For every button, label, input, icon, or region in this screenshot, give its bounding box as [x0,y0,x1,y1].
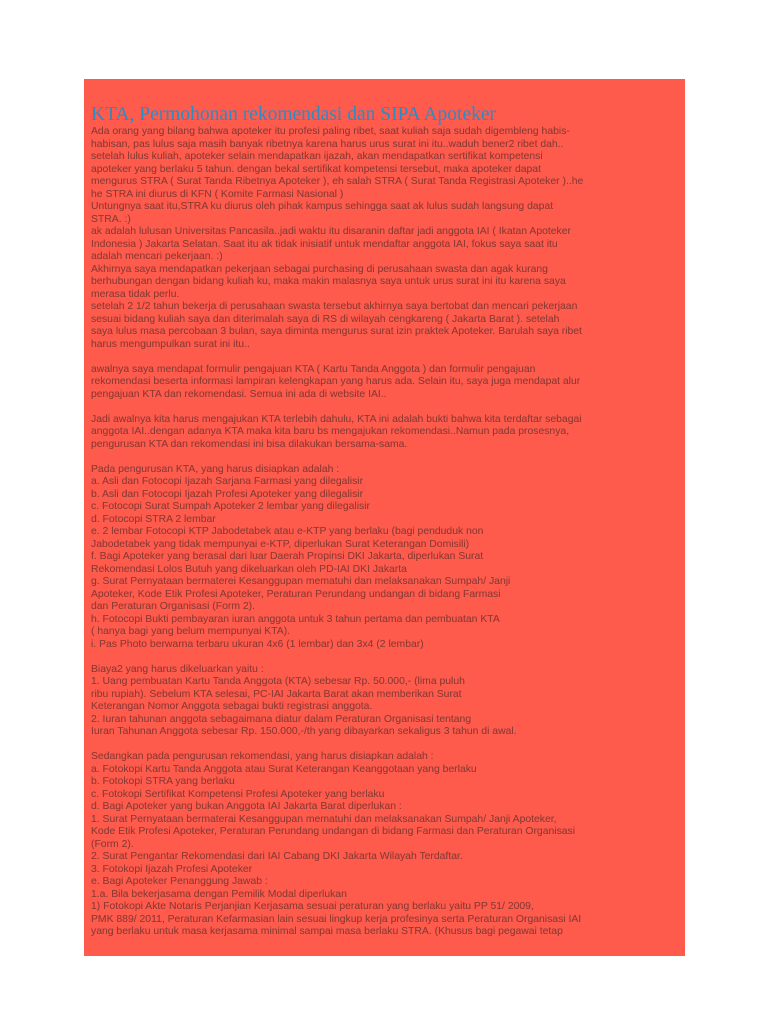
body-line: 1.a. Bila bekerjasama dengan Pemilik Modal diperlukan [91,888,347,900]
body-line: Rekomendasi Lolos Butuh yang dikeluarkan oleh PD-IAI DKI Jakarta [91,563,407,575]
body-line: b. Asli dan Fotocopi Ijazah Profesi Apoteker yang dilegalisir [91,488,364,500]
body-line: 1. Surat Pernyataan bermaterai Kesanggupan mematuhi dan melaksanakan Sumpah/ Janji Apoteker, [91,813,557,825]
body-line: PMK 889/ 2011, Peraturan Kefarmasian lain sesuai lingkup kerja profesinya serta Peraturan Organisasi IAI [91,913,582,925]
body-line [91,651,681,664]
body-line: 2. Iuran tahunan anggota sebagaimana diatur dalam Peraturan Organisasi tentang [91,713,472,725]
body-line: Pada pengurusan KTA, yang harus disiapkan adalah : [91,463,340,475]
body-line: Kode Etik Profesi Apoteker, Peraturan Perundang undangan di bidang Farmasi dan Peraturan Organisasi [91,826,576,837]
document-page [84,79,685,956]
body-line: Biaya2 yang harus dikeluarkan yaitu : [91,663,264,675]
body-line: g. Surat Pernyataan bermaterei Kesanggupan mematuhi dan melaksanakan Sumpah/ Janji [91,576,511,587]
body-line [91,401,681,414]
body-line: c. Fotokopi Sertifikat Kompetensi Profesi Apoteker yang berlaku [91,788,385,800]
body-line: ( hanya bagi yang belum mempunyai KTA). [91,626,291,637]
body-line [91,451,681,464]
body-line: Keterangan Nomor Anggota sebagai bukti registrasi anggota. [91,701,373,712]
body-line: Ada orang yang bilang bahwa apoteker itu profesi paling ribet, saat kuliah saja sudah digembleng habis- [91,126,570,137]
body-line: Untungnya saat itu,STRA ku diurus oleh pihak kampus sehingga saat ak lulus sudah langsung dapat [91,201,554,212]
body-line: merasa tidak perlu. [91,288,180,300]
body-line: c. Fotocopi Surat Sumpah Apoteker 2 lembar yang dilegalisir [91,501,370,512]
body-line: Indonesia ) Jakarta Selatan. Saat itu ak tidak inisiatif untuk mendaftar anggota IAI, fokus saya saat itu [91,238,558,250]
body-line: rekomendasi beserta informasi lampiran kelengkapan yang harus ada. Selain itu, saya juga mendapat alur [91,376,581,387]
document-title: KTA, Permohonan rekomendasi dan SIPA Apoteker [91,104,496,125]
body-line: 1) Fotokopi Akte Notaris Perjanjian Kerjasama sesuai peraturan yang berlaku yaitu PP 51/ 2009, [91,901,534,912]
body-line: apoteker yang berlaku 5 tahun. dengan bekal sertifikat kompetensi tersebut, maka apoteker dapat [91,163,541,175]
body-line: Sedangkan pada pengurusan rekomendasi, yang harus disiapkan adalah : [91,751,434,762]
body-line: h. Fotocopi Bukti pembayaran iuran anggota untuk 3 tahun pertama dan pembuatan KTA [91,613,500,625]
body-line: dan Peraturan Organisasi (Form 2). [91,601,256,612]
body-line: pengurusan KTA dan rekomendasi ini bisa dilakukan bersama-sama. [91,438,408,450]
body-line [91,351,681,364]
body-line: Jadi awalnya kita harus mengajukan KTA terlebih dahulu, KTA ini adalah bukti bahwa kita terdaftar sebagai [91,413,582,425]
body-line: habisan, pas lulus saja masih banyak ribetnya karena harus urus surat ini itu..waduh bener2 ribet dah.. [91,138,564,150]
body-line: Apoteker, Kode Etik Profesi Apoteker, Peraturan Perundang undangan di bidang Farmasi [91,588,501,600]
body-line: Jabodetabek yang tidak mempunyai e-KTP, diperlukan Surat Keterangan Domisili) [91,538,470,550]
body-line: f. Bagi Apoteker yang berasal dari luar Daerah Propinsi DKI Jakarta, diperlukan Surat [91,551,484,562]
body-line: anggota IAI..dengan adanya KTA maka kita baru bs mengajukan rekomendasi..Namun pada prosesnya, [91,426,570,437]
body-line: mengurus STRA ( Surat Tanda Ribetnya Apoteker ), eh salah STRA ( Surat Tanda Registrasi Apoteker )..he [91,176,584,187]
body-line: e. 2 lembar Fotocopi KTP Jabodetabek atau e-KTP yang berlaku (bagi penduduk non [91,526,484,537]
body-line: setelah lulus kuliah, apoteker selain mendapatkan ijazah, akan mendapatkan sertifikat kompetensi [91,151,543,162]
body-line: ak adalah lulusan Universitas Pancasila..jadi waktu itu disaranin daftar jadi anggota IAI ( Ikatan Apoteker [91,226,571,237]
body-line: 2. Surat Pengantar Rekomendasi dari IAI Cabang DKI Jakarta Wilayah Terdaftar. [91,851,463,862]
body-line: 1. Uang pembuatan Kartu Tanda Anggota (KTA) sebesar Rp. 50.000,- (lima puluh [91,676,465,687]
body-line: he STRA ini diurus di KFN ( Komite Farmasi Nasional ) [91,188,344,200]
body-line: (Form 2). [91,838,134,850]
body-line: saya lulus masa percobaan 3 bulan, saya diminta mengurus surat izin praktek Apoteker. Barulah saya ribet [91,326,582,337]
body-line: berhubungan dengan bidang kuliah ku, maka makin malasnya saya untuk urus surat ini itu karena saya [91,276,566,287]
body-line: pengajuan KTA dan rekomendasi. Semua ini ada di website IAI.. [91,388,387,400]
body-line: d. Bagi Apoteker yang bukan Anggota IAI Jakarta Barat diperlukan : [91,801,402,812]
body-line: awalnya saya mendapat formulir pengajuan KTA ( Kartu Tanda Anggota ) dan formulir pengajuan [91,363,536,375]
body-line: sesuai bidang kuliah saya dan diterimalah saya di RS di wilayah cengkareng ( Jakarta Barat ). setelah [91,313,560,325]
body-line: a. Asli dan Fotocopi Ijazah Sarjana Farmasi yang dilegalisir [91,476,364,487]
body-line: b. Fotokopi STRA yang berlaku [91,776,235,787]
body-line: harus mengumpulkan surat ini itu.. [91,338,250,350]
body-line: 3. Fotokopi Ijazah Profesi Apoteker [91,863,253,875]
document-body [91,126,681,939]
body-line: setelah 2 1/2 tahun bekerja di perusahaan swasta tersebut akhirnya saya bertobat dan mencari pekerjaan [91,301,578,312]
body-line: Akhirnya saya mendapatkan pekerjaan sebagai purchasing di perusahaan swasta dan agak kurang [91,263,548,275]
body-line: adalah mencari pekerjaan. :) [91,251,223,262]
body-line: STRA. :) [91,213,131,225]
body-line: e. Bagi Apoteker Penanggung Jawab : [91,876,268,887]
body-line: i. Pas Photo berwarna terbaru ukuran 4x6 (1 lembar) dan 3x4 (2 lembar) [91,638,424,650]
body-line: yang berlaku untuk masa kerjasama minimal sampai masa berlaku STRA. (Khusus bagi pegawai tetap [91,926,563,937]
body-line: Iuran Tahunan Anggota sebesar Rp. 150.000,-/th yang dibayarkan sekaligus 3 tahun di awal. [91,726,517,737]
body-line: d. Fotocopi STRA 2 lembar [91,513,216,525]
body-line: a. Fotokopi Kartu Tanda Anggota atau Surat Keterangan Keanggotaan yang berlaku [91,763,477,775]
body-line [91,739,681,752]
body-line: ribu rupiah). Sebelum KTA selesai, PC-IAI Jakarta Barat akan memberikan Surat [91,688,462,700]
